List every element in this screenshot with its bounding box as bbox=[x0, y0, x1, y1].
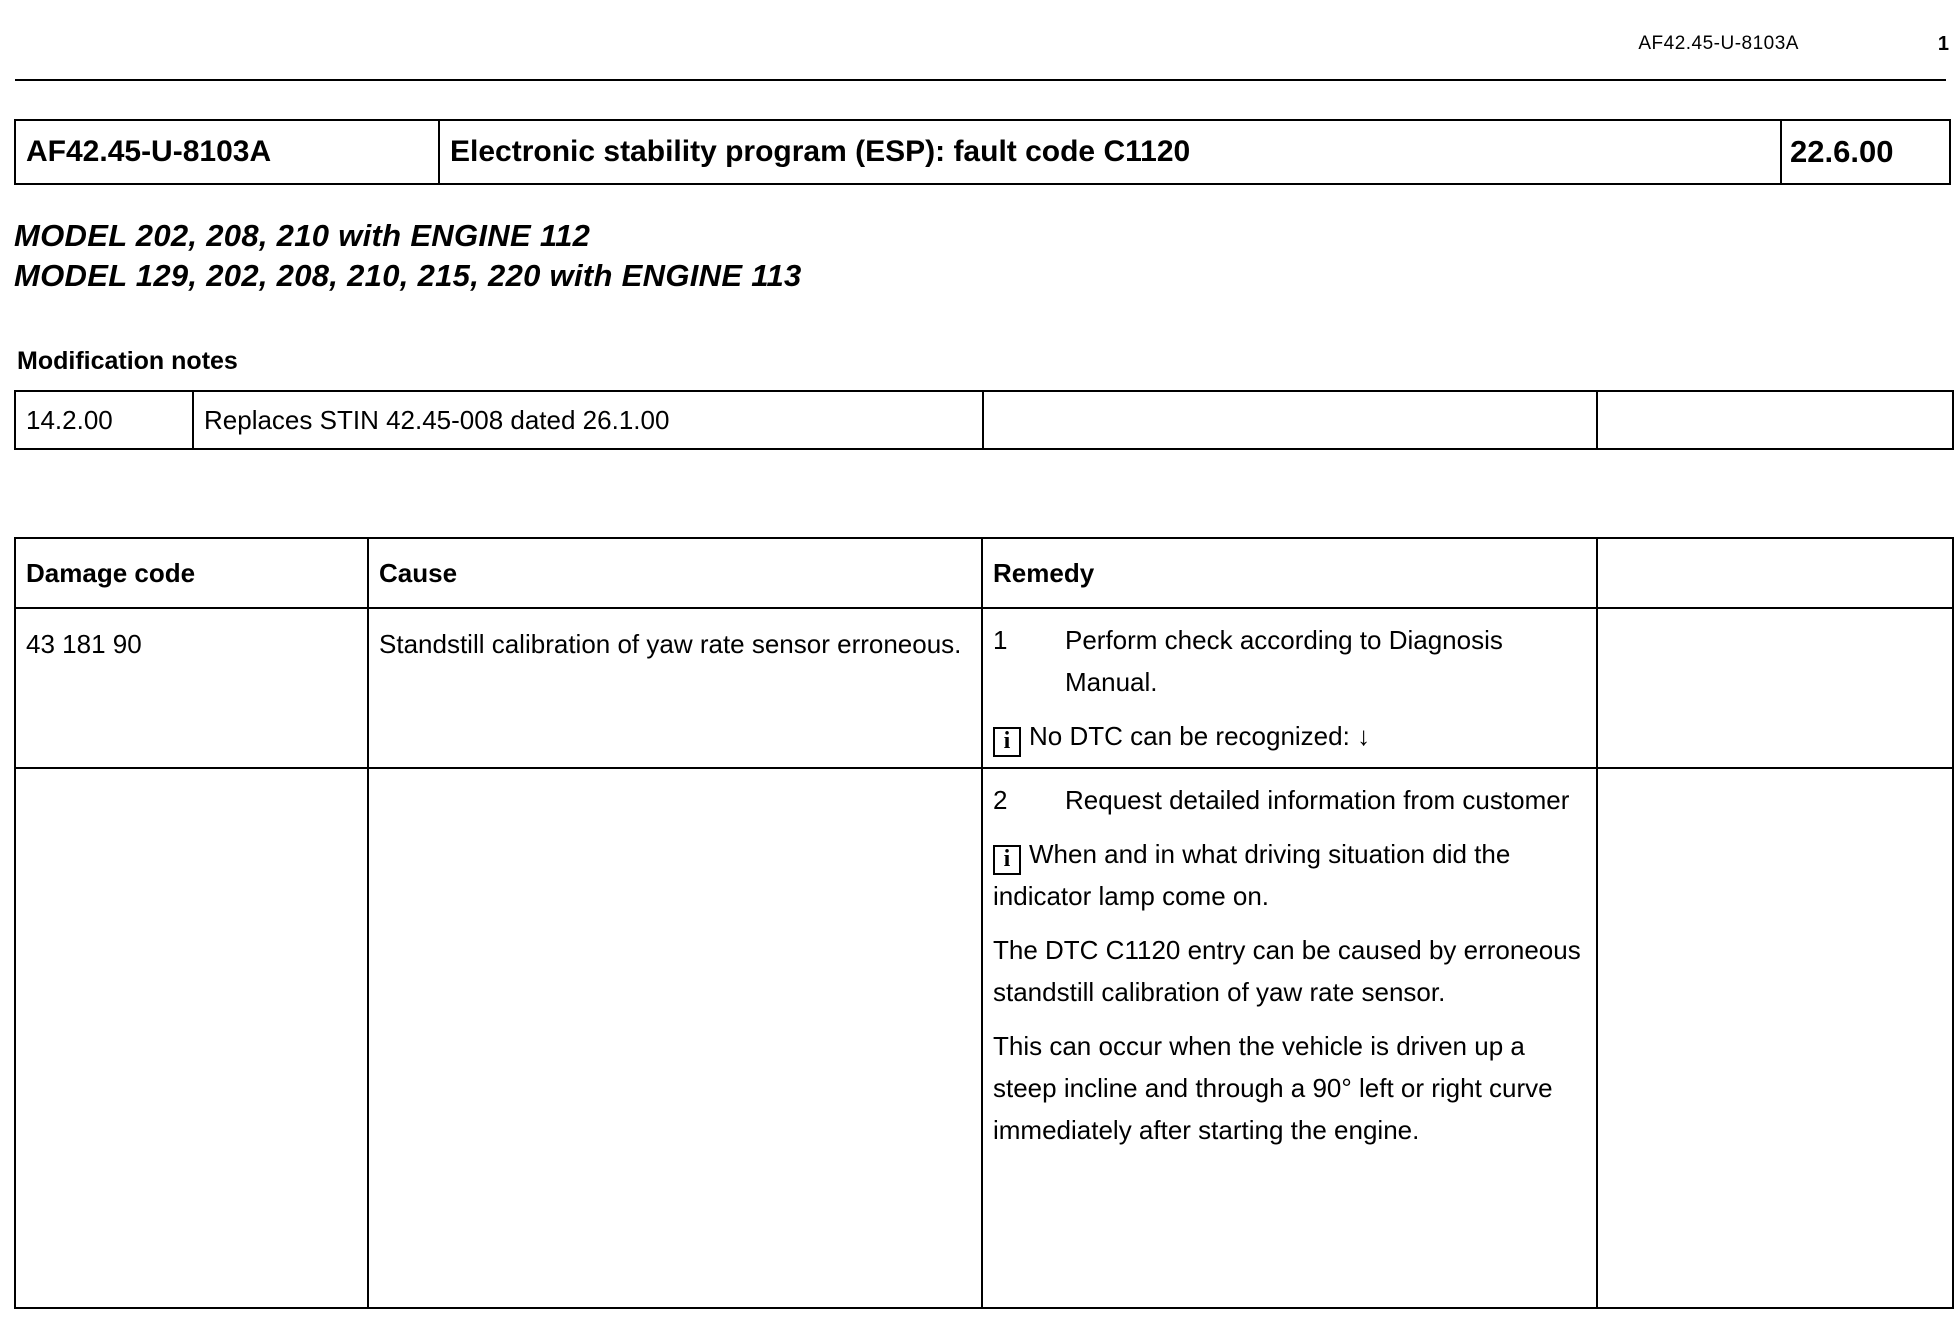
step-text: Request detailed information from customer bbox=[1065, 785, 1570, 815]
document-title: Electronic stability program (ESP): fault code C1120 bbox=[439, 120, 1781, 184]
damage-code-cell bbox=[15, 768, 368, 1308]
extra-cell bbox=[1597, 608, 1953, 768]
info-note bbox=[993, 715, 1588, 757]
page-number: 1 bbox=[1937, 33, 1949, 55]
header-rule bbox=[15, 79, 1946, 81]
info-icon: i bbox=[993, 845, 1021, 875]
modification-text: Replaces STIN 42.45-008 dated 26.1.00 bbox=[193, 391, 983, 449]
arrow-down-icon: ↓ bbox=[1357, 721, 1371, 751]
remedy-paragraph: The DTC C1120 entry can be caused by erroneous standstill calibration of yaw rate sensor. bbox=[993, 935, 1581, 1007]
header-extra bbox=[1597, 538, 1953, 608]
document-date: 22.6.00 bbox=[1781, 120, 1950, 184]
remedy-step-1 bbox=[993, 619, 1588, 703]
step-number: 1 bbox=[993, 625, 1008, 655]
info-text: No DTC can be recognized: bbox=[1029, 721, 1350, 751]
modification-row bbox=[15, 391, 1953, 449]
modification-notes-heading: Modification notes bbox=[17, 347, 238, 375]
model-line-1: MODEL 202, 208, 210 with ENGINE 112 bbox=[14, 218, 591, 253]
header-remedy: Remedy bbox=[982, 538, 1597, 608]
remedy-paragraph: This can occur when the vehicle is driven up a steep incline and through a 90° left or right curve immediately after starting the engine. bbox=[993, 1031, 1553, 1145]
modification-date: 14.2.00 bbox=[15, 391, 193, 449]
modification-col3 bbox=[983, 391, 1597, 449]
header-damage-code: Damage code bbox=[15, 538, 368, 608]
modification-col4 bbox=[1597, 391, 1953, 449]
modification-notes-table bbox=[14, 390, 1954, 450]
table-header-row bbox=[15, 538, 1953, 608]
info-text: When and in what driving situation did the indicator lamp come on. bbox=[993, 839, 1511, 911]
cause-cell bbox=[368, 768, 982, 1308]
step-number: 2 bbox=[993, 785, 1008, 815]
remedy-cell bbox=[982, 768, 1597, 1308]
table-row bbox=[15, 608, 1953, 768]
remedy-step-2 bbox=[993, 779, 1588, 821]
running-header-doc-id: AF42.45-U-8103A bbox=[1638, 33, 1799, 54]
info-icon: i bbox=[993, 727, 1021, 757]
extra-cell bbox=[1597, 768, 1953, 1308]
damage-code-cell: 43 181 90 bbox=[15, 608, 368, 768]
damage-table bbox=[14, 537, 1954, 1309]
cause-cell: Standstill calibration of yaw rate sensor erroneous. bbox=[368, 608, 982, 768]
remedy-cell bbox=[982, 608, 1597, 768]
step-text: Perform check according to Diagnosis Manual. bbox=[1065, 625, 1503, 697]
model-line-2: MODEL 129, 202, 208, 210, 215, 220 with ENGINE 113 bbox=[14, 258, 802, 293]
title-table bbox=[14, 119, 1951, 185]
info-note bbox=[993, 833, 1588, 917]
header-cause: Cause bbox=[368, 538, 982, 608]
table-row bbox=[15, 768, 1953, 1308]
title-doc-id: AF42.45-U-8103A bbox=[15, 120, 439, 184]
